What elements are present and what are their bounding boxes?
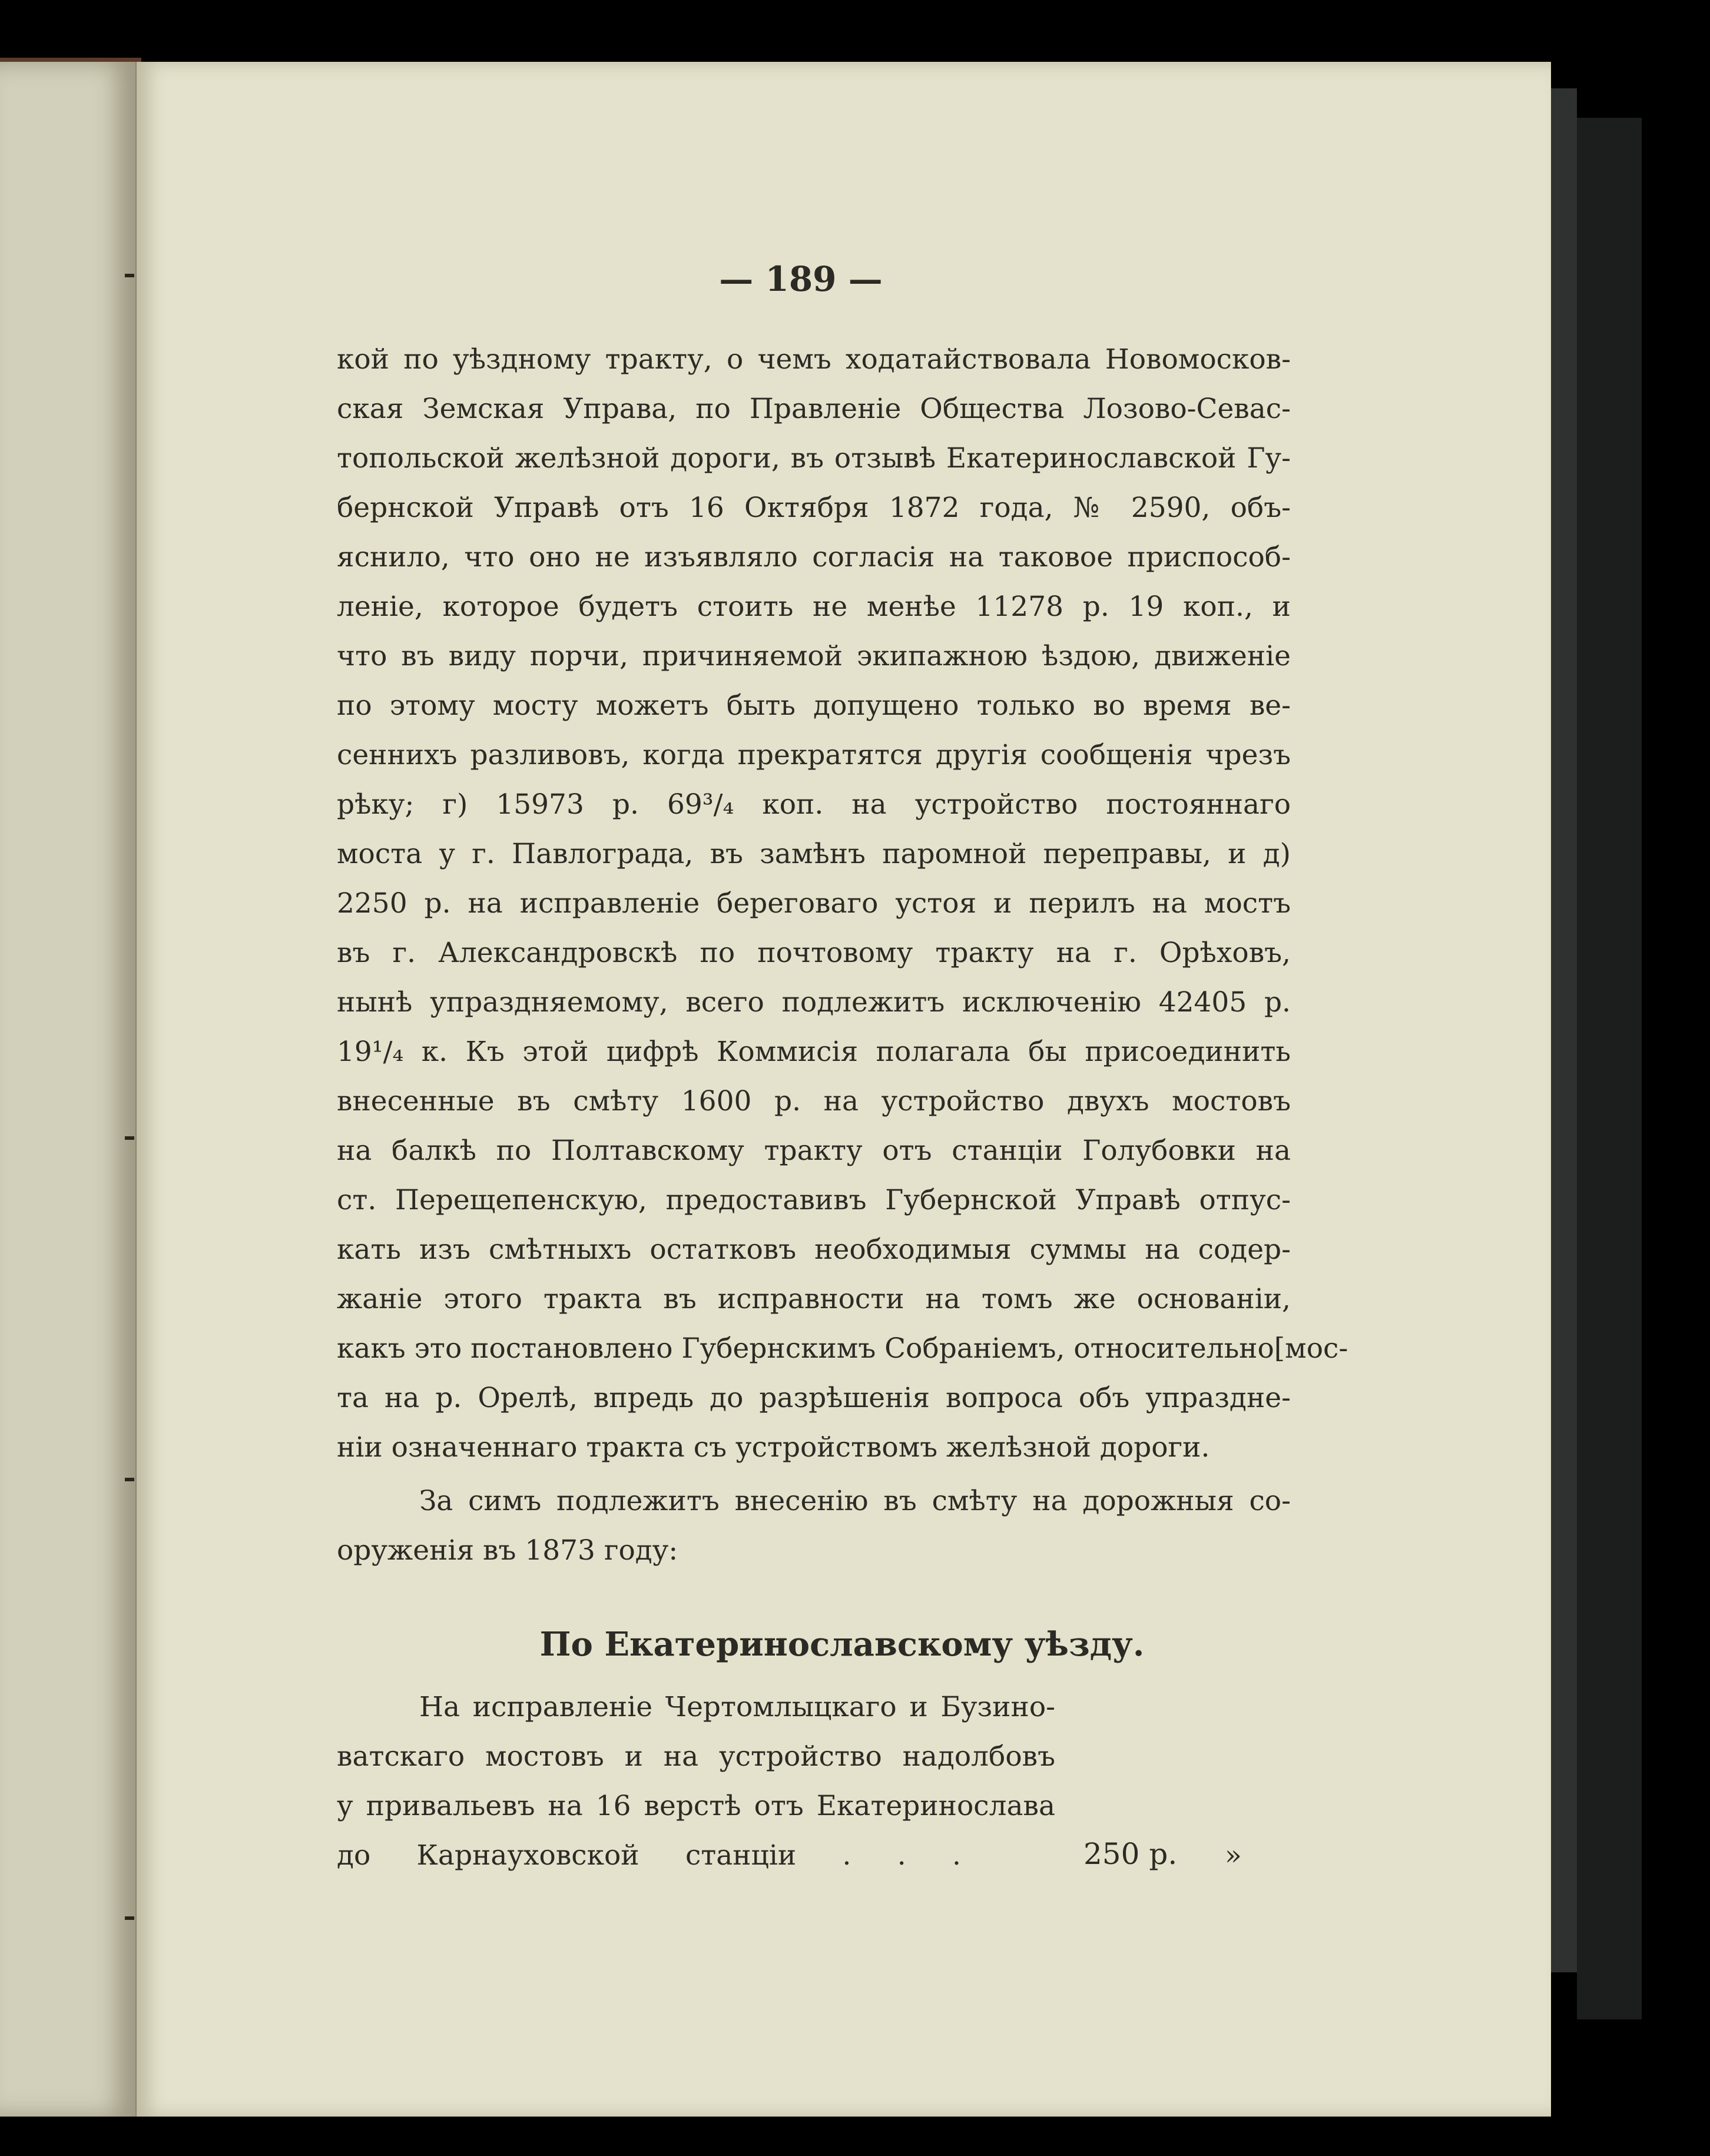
text-line: ская Земская Управа, по Правленіе Общества Лозово-Севас- [337, 393, 1291, 425]
binding-stitch [125, 1478, 134, 1481]
text-line: въ г. Александровскѣ по почтовому тракту на г. Орѣховъ, [337, 937, 1291, 969]
text-line: ватскаго мостовъ и на устройство надолбовъ [337, 1740, 1055, 1773]
binding-stitch [125, 274, 134, 277]
text-line: до Карнауховской станціи . . . [337, 1839, 961, 1872]
text-line: ніи означеннаго тракта съ устройствомъ желѣзной дороги. [337, 1431, 1210, 1464]
text-line: кать изъ смѣтныхъ остатковъ необходимыя суммы на содер- [337, 1233, 1291, 1266]
binding-stitch [125, 1136, 134, 1140]
text-line: по этому мосту можетъ быть допущено только во время ве- [337, 689, 1291, 722]
text-line: кой по уѣздному тракту, о чемъ ходатайствовала Новомосков- [337, 343, 1291, 376]
text-line: 19¹/₄ к. Къ этой цифрѣ Коммисія полагала бы присоединить [337, 1036, 1291, 1068]
text-line: рѣку; г) 15973 р. 69³/₄ коп. на устройство постояннаго [337, 788, 1291, 821]
page-number: — 189 — [719, 259, 883, 299]
text-line: яснило, что оно не изъявляло согласія на таковое приспособ- [337, 541, 1291, 573]
item-amount: 250 р. [1083, 1837, 1178, 1871]
text-line: у привальевъ на 16 верстѣ отъ Екатеринослава [337, 1790, 1055, 1822]
page-block-edge [1551, 88, 1577, 1972]
text-line: жаніе этого тракта въ исправности на томъ же основаніи, [337, 1283, 1291, 1315]
text-line: леніе, которое будетъ стоить не менѣе 11278 р. 19 коп., и [337, 591, 1291, 623]
text-line: сеннихъ разливовъ, когда прекратятся другія сообщенія чрезъ [337, 739, 1291, 771]
text-line: нынѣ упраздняемому, всего подлежитъ исключенію 42405 р. [337, 986, 1291, 1019]
text-line: на балкѣ по Полтавскому тракту отъ станціи Голубовки на [337, 1135, 1291, 1167]
text-line: моста у г. Павлограда, въ замѣнъ паромной переправы, и д) [337, 838, 1291, 870]
text-line: На исправленіе Чертомлыцкаго и Бузино- [419, 1691, 1055, 1723]
text-line: какъ это постановлено Губернскимъ Собраніемъ, относительно[мос- [337, 1332, 1348, 1365]
binding-stitch [125, 1916, 134, 1920]
section-heading: По Екатеринославскому уѣзду. [539, 1625, 1145, 1664]
text-line: 2250 р. на исправленіе береговаго устоя и перилъ на мостъ [337, 887, 1291, 920]
text-line: та на р. Орелѣ, впредь до разрѣшенія вопроса объ упраздне- [337, 1382, 1291, 1414]
back-cover-edge [1577, 118, 1642, 2019]
left-page-edge [0, 62, 138, 2117]
text-line: оруженія въ 1873 году: [337, 1534, 678, 1567]
text-line: внесенные въ смѣту 1600 р. на устройство двухъ мостовъ [337, 1085, 1291, 1117]
text-line: За симъ подлежитъ внесенію въ смѣту на дорожныя со- [419, 1485, 1291, 1517]
text-line: бернской Управѣ отъ 16 Октября 1872 года, № 2590, объ- [337, 492, 1291, 524]
item-unit: » [1225, 1839, 1242, 1872]
text-line: топольской желѣзной дороги, въ отзывѣ Екатеринославской Гу- [337, 442, 1291, 475]
text-line: ст. Перещепенскую, предоставивъ Губернской Управѣ отпус- [337, 1184, 1291, 1216]
text-line: что въ виду порчи, причиняемой экипажною ѣздою, движеніе [337, 640, 1291, 672]
